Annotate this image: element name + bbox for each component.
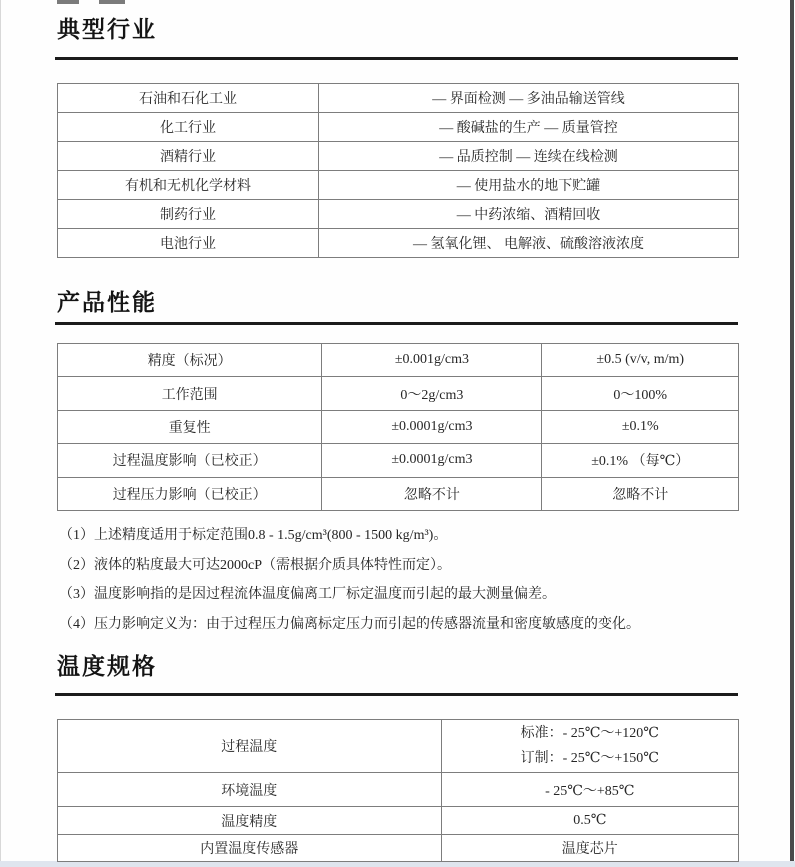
density-value-cell: ±0.0001g/cm3 — [322, 410, 542, 443]
performance-table — [57, 343, 739, 511]
spec-name-cell: 工作范围 — [58, 377, 322, 410]
section-divider — [55, 57, 738, 60]
table-row — [58, 113, 739, 142]
temperature-table — [57, 719, 739, 862]
concentration-value-cell: ±0.1% — [542, 410, 739, 443]
temp-spec-name-cell: 内置温度传感器 — [58, 835, 442, 862]
table-row — [58, 807, 739, 835]
industry-name-cell: 制药行业 — [58, 200, 319, 229]
concentration-value-cell: 忽略不计 — [542, 477, 739, 510]
concentration-value-cell: ±0.1% （每℃） — [542, 444, 739, 477]
spec-name-cell: 重复性 — [58, 410, 322, 443]
table-row — [58, 171, 739, 200]
industry-apps-cell: — 使用盐水的地下贮罐 — [318, 171, 738, 200]
footnotes — [59, 521, 749, 639]
industry-name-cell: 电池行业 — [58, 229, 319, 258]
section-divider — [55, 322, 738, 325]
temp-spec-name-cell: 温度精度 — [58, 807, 442, 835]
industry-name-cell: 有机和无机化学材料 — [58, 171, 319, 200]
industry-apps-cell: — 酸碱盐的生产 — 质量管控 — [318, 113, 738, 142]
process-temp-standard: 标准：- 25℃～+120℃ — [520, 726, 659, 741]
industry-name-cell: 化工行业 — [58, 113, 319, 142]
density-value-cell: ±0.0001g/cm3 — [322, 444, 542, 477]
spec-name-cell: 精度（标况） — [58, 344, 322, 377]
table-row — [58, 477, 739, 510]
table-row — [58, 444, 739, 477]
industry-name-cell: 酒精行业 — [58, 142, 319, 171]
industry-apps-cell: — 氢氧化锂、 电解液、硫酸溶液浓度 — [318, 229, 738, 258]
table-row — [58, 229, 739, 258]
concentration-value-cell: 0～100% — [542, 377, 739, 410]
temp-spec-value-cell — [441, 720, 738, 773]
table-row — [58, 720, 739, 773]
industry-name-cell: 石油和石化工业 — [58, 84, 319, 113]
temp-spec-name-cell: 过程温度 — [58, 720, 442, 773]
table-row — [58, 377, 739, 410]
concentration-value-cell: ±0.5 (v/v, m/m) — [542, 344, 739, 377]
table-row — [58, 773, 739, 807]
industries-table — [57, 83, 739, 258]
industry-apps-cell: — 界面检测 — 多油品输送管线 — [318, 84, 738, 113]
temp-spec-value-cell: 温度芯片 — [441, 835, 738, 862]
scan-artifact — [57, 0, 79, 4]
temp-spec-value-cell: 0.5℃ — [441, 807, 738, 835]
footnote-2: （2）液体的粘度最大可达2000cP（需根据介质具体特性而定）。 — [59, 557, 451, 573]
section-divider — [55, 693, 738, 696]
scan-artifact — [99, 0, 125, 4]
spec-name-cell: 过程压力影响（已校正） — [58, 477, 322, 510]
table-row — [58, 410, 739, 443]
footnote-4: （4）压力影响定义为：由于过程压力偏离标定压力而引起的传感器流量和密度敏感度的变化。 — [59, 616, 640, 632]
temp-spec-value-cell: - 25℃～+85℃ — [441, 773, 738, 807]
page-right-edge — [790, 0, 794, 867]
table-row — [58, 835, 739, 862]
table-row — [58, 344, 739, 377]
page-left-edge — [0, 0, 1, 867]
table-row — [58, 142, 739, 171]
density-value-cell: ±0.001g/cm3 — [322, 344, 542, 377]
industry-apps-cell: — 品质控制 — 连续在线检测 — [318, 142, 738, 171]
temp-spec-name-cell: 环境温度 — [58, 773, 442, 807]
spec-name-cell: 过程温度影响（已校正） — [58, 444, 322, 477]
table-row — [58, 200, 739, 229]
process-temp-custom: 订制：- 25℃～+150℃ — [520, 751, 659, 766]
table-row — [58, 84, 739, 113]
section-title-industries: 典型行业 — [57, 17, 157, 43]
section-title-temperature: 温度规格 — [57, 654, 157, 680]
industry-apps-cell: — 中药浓缩、酒精回收 — [318, 200, 738, 229]
density-value-cell: 忽略不计 — [322, 477, 542, 510]
section-title-performance: 产品性能 — [57, 290, 157, 316]
footnote-3: （3）温度影响指的是因过程流体温度偏离工厂标定温度而引起的最大测量偏差。 — [59, 587, 556, 602]
density-value-cell: 0～2g/cm3 — [322, 377, 542, 410]
footnote-1: （1）上述精度适用于标定范围0.8 - 1.5g/cm³(800 - 1500 kg/m³)。 — [59, 528, 448, 543]
